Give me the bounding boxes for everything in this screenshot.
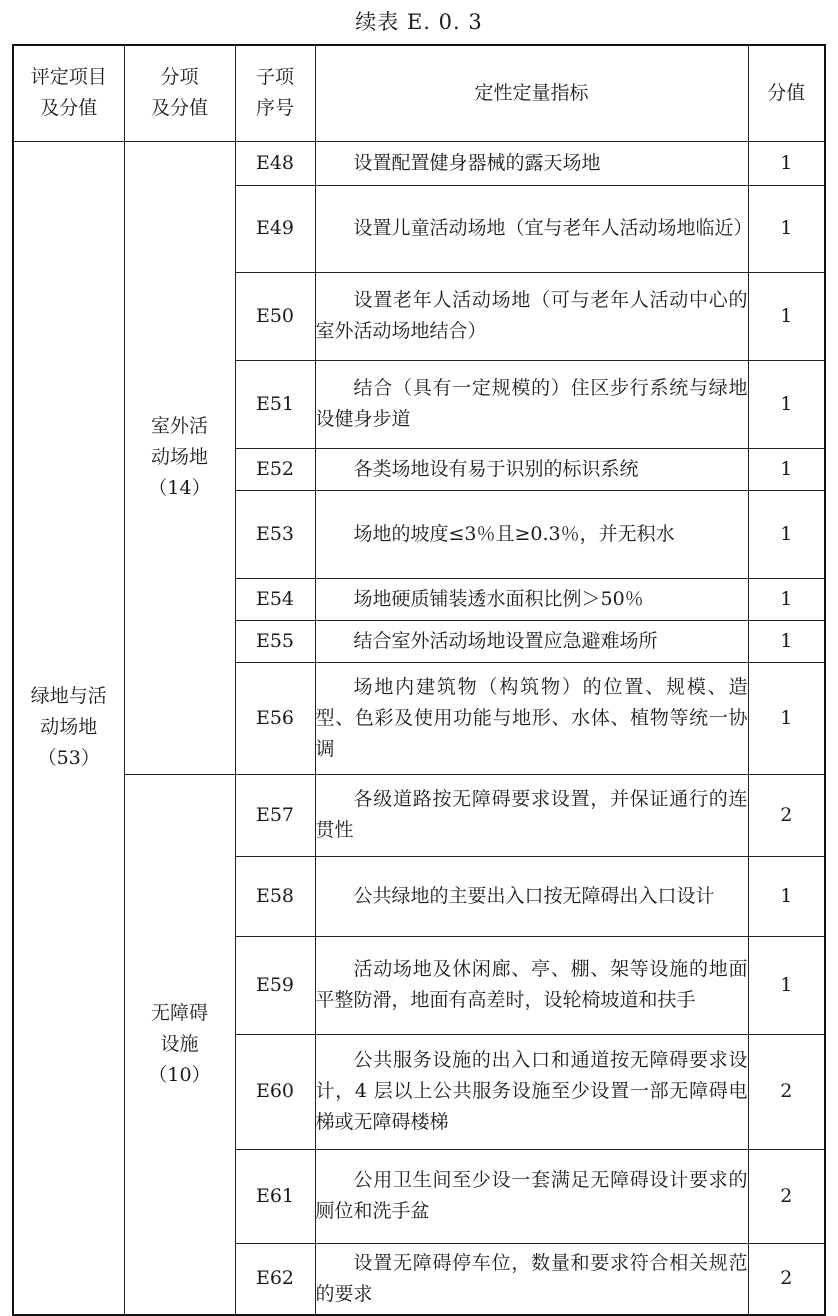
header-subitem-line2: 及分值 [150, 97, 208, 120]
row-score: 1 [748, 936, 825, 1034]
row-code: E54 [235, 578, 315, 620]
row-score: 1 [748, 448, 825, 490]
row-score: 1 [748, 490, 825, 578]
table-caption: 续表 E. 0. 3 [355, 10, 483, 34]
group-line: （10） [148, 1063, 211, 1086]
row-indicator-text: 结合（具有一定规模的）住区步行系统与绿地设健身步道 [315, 377, 748, 430]
row-score: 1 [748, 272, 825, 360]
row-indicator-text: 公共服务设施的出入口和通道按无障碍要求设计，4 层以上公共服务设施至少设置一部无障碍电梯或无障碍楼梯 [315, 1049, 748, 1133]
table-row [13, 141, 825, 185]
row-code: E62 [235, 1243, 315, 1315]
row-indicator [315, 1149, 748, 1243]
row-indicator-text: 设置无障碍停车位，数量和要求符合相关规范的要求 [315, 1251, 748, 1305]
row-code: E59 [235, 936, 315, 1034]
row-code: E52 [235, 448, 315, 490]
row-score: 1 [748, 185, 825, 272]
group-cell-outdoor [124, 141, 235, 774]
row-indicator [315, 936, 748, 1034]
header-category-line2: 及分值 [40, 97, 98, 120]
group-line: 设施 [160, 1032, 199, 1055]
row-indicator [315, 490, 748, 578]
header-subitem [124, 45, 235, 141]
row-score: 1 [748, 141, 825, 185]
row-indicator-text: 设置儿童活动场地（宜与老年人活动场地临近） [353, 217, 753, 239]
row-score: 1 [748, 578, 825, 620]
row-code: E60 [235, 1034, 315, 1149]
row-indicator [315, 856, 748, 936]
group-cell-accessibility [124, 774, 235, 1315]
row-indicator-text: 公共绿地的主要出入口按无障碍出入口设计 [353, 884, 715, 907]
row-indicator [315, 141, 748, 185]
row-indicator-text: 结合室外活动场地设置应急避难场所 [353, 629, 658, 652]
row-indicator-text: 公用卫生间至少设一套满足无障碍设计要求的厕位和洗手盆 [315, 1169, 748, 1222]
header-code [235, 45, 315, 141]
header-category-line1: 评定项目 [30, 66, 107, 89]
row-code: E57 [235, 774, 315, 856]
row-code: E61 [235, 1149, 315, 1243]
row-indicator [315, 578, 748, 620]
header-row [13, 45, 825, 141]
row-score: 1 [748, 662, 825, 774]
row-score: 2 [748, 1243, 825, 1315]
evaluation-table [12, 44, 826, 1316]
header-indicator: 定性定量指标 [315, 45, 748, 141]
row-indicator [315, 448, 748, 490]
row-score: 1 [748, 620, 825, 662]
row-indicator-text: 场地内建筑物（构筑物）的位置、规模、造型、色彩及使用功能与地形、水体、植物等统一协调 [315, 675, 748, 760]
row-score: 2 [748, 774, 825, 856]
row-code: E55 [235, 620, 315, 662]
row-indicator-text: 设置配置健身器械的露天场地 [353, 151, 601, 174]
row-indicator [315, 272, 748, 360]
row-code: E58 [235, 856, 315, 936]
row-indicator-text: 设置老年人活动场地（可与老年人活动中心的室外活动场地结合） [315, 289, 748, 342]
category-line: 绿地与活 [30, 685, 107, 708]
row-indicator [315, 185, 753, 272]
row-indicator [315, 774, 748, 856]
header-code-line2: 序号 [255, 97, 294, 120]
row-indicator-text: 各类场地设有易于识别的标识系统 [353, 457, 639, 480]
row-code: E51 [235, 360, 315, 448]
row-score: 2 [748, 1034, 825, 1149]
group-line: 无障碍 [150, 1001, 208, 1024]
row-score: 2 [748, 1149, 825, 1243]
row-code: E50 [235, 272, 315, 360]
row-indicator [315, 620, 748, 662]
row-code: E53 [235, 490, 315, 578]
group-line: 室外活 [150, 415, 208, 437]
header-code-line1: 子项 [255, 66, 294, 89]
header-subitem-line1: 分项 [160, 66, 199, 89]
row-indicator-text: 场地硬质铺装透水面积比例＞50％ [353, 587, 644, 610]
category-line: 动场地 [40, 716, 98, 739]
row-indicator-text: 各级道路按无障碍要求设置，并保证通行的连贯性 [315, 788, 748, 841]
row-code: E49 [235, 185, 315, 272]
row-code: E48 [235, 141, 315, 185]
row-indicator [315, 1243, 748, 1315]
category-line: （53） [37, 747, 100, 770]
group-line: （14） [148, 477, 211, 499]
row-indicator [315, 1034, 748, 1149]
category-cell [13, 141, 124, 1315]
group-line: 动场地 [150, 446, 208, 468]
header-category [13, 45, 124, 141]
table-row [13, 774, 825, 856]
row-code: E56 [235, 662, 315, 774]
row-score: 1 [748, 856, 825, 936]
row-indicator [315, 662, 748, 774]
row-indicator-text: 活动场地及休闲廊、亭、棚、架等设施的地面平整防滑，地面有高差时，设轮椅坡道和扶手 [315, 958, 748, 1011]
row-indicator [315, 360, 748, 448]
header-score: 分值 [748, 45, 825, 141]
row-indicator-text: 场地的坡度≤3％且≥0.3％，并无积水 [353, 522, 675, 545]
row-score: 1 [748, 360, 825, 448]
